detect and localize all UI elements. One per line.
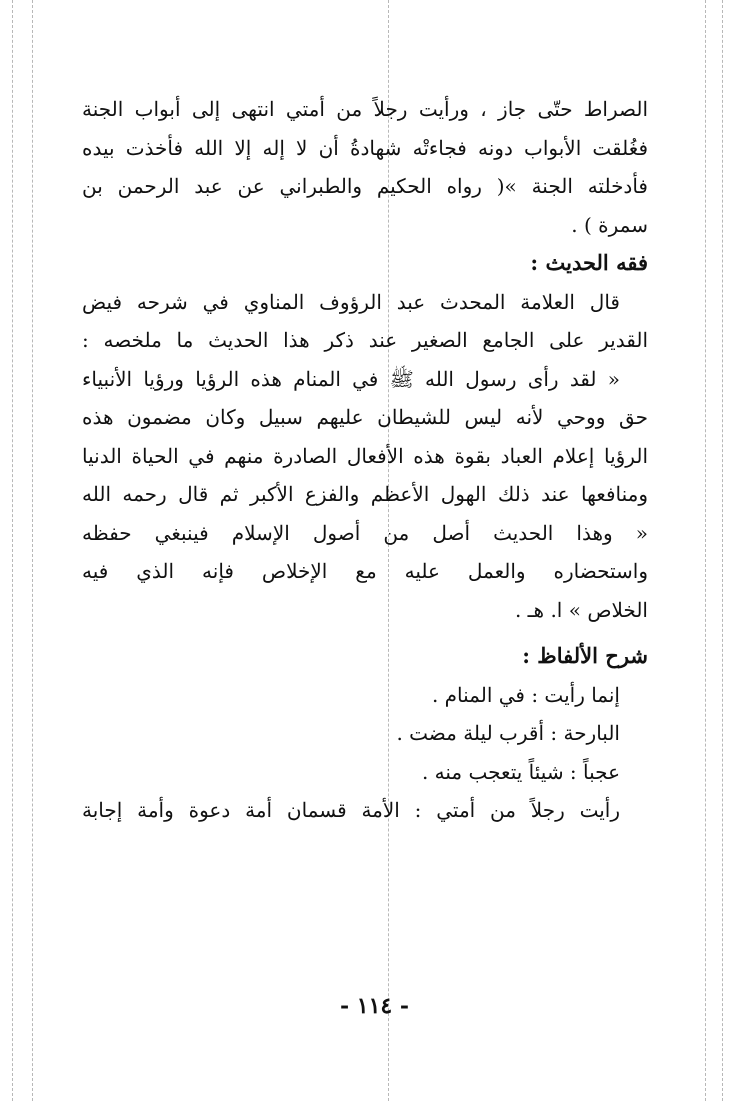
glossary-list bbox=[82, 676, 648, 830]
text-line: الرؤيا إعلام العباد بقوة هذه الأفعال الصادرة منهم في الحياة الدنيا bbox=[82, 443, 648, 468]
glossary-item: إنما رأيت : في المنام . bbox=[431, 682, 620, 707]
dotted-guide-line bbox=[32, 0, 33, 1101]
glossary-item: رأيت رجلاً من أمتي : الأمة قسمان أمة دعوة وأمة إجابة bbox=[82, 798, 620, 822]
glossary-item: عجباً : شيئاً يتعجب منه . bbox=[421, 759, 620, 784]
page-number: - ١١٤ - bbox=[339, 993, 410, 1019]
text-line: واستحضاره والعمل عليه مع الإخلاص فإنه الذي فيه bbox=[82, 559, 648, 583]
text-line: الخلاص » ا. هـ . bbox=[514, 597, 648, 622]
text-line: قال العلامة المحدث عبد الرؤوف المناوي في شرحه فيض bbox=[82, 289, 620, 314]
section-heading-sharh: شرح الألفاظ : bbox=[522, 643, 648, 668]
text-line: فأدخلته الجنة »( رواه الحكيم والطبراني عن عبد الرحمن بن bbox=[82, 174, 648, 198]
text-line: « وهذا الحديث أصل من أصول الإسلام فينبغي حفظه bbox=[82, 520, 648, 545]
paragraph-hadith-end bbox=[82, 90, 648, 244]
dotted-guide-line bbox=[722, 0, 723, 1101]
text-line: حق ووحي لأنه ليس للشيطان عليهم سبيل وكان مضمون هذه bbox=[82, 405, 648, 429]
text-line: الصراط حتّى جاز ، ورأيت رجلاً من أمتي انتهى إلى أبواب الجنة bbox=[82, 97, 648, 121]
glossary-item: البارحة : أقرب ليلة مضت . bbox=[396, 721, 620, 745]
section-heading-fiqh: فقه الحديث : bbox=[530, 250, 648, 275]
dotted-guide-line bbox=[705, 0, 706, 1101]
text-line: سمرة ) . bbox=[571, 212, 648, 237]
text-line: « لقد رأى رسول الله ﷺ في المنام هذه الرؤيا ورؤيا الأنبياء bbox=[82, 366, 620, 391]
dotted-guide-line bbox=[12, 0, 13, 1101]
paragraph-commentary bbox=[82, 283, 648, 630]
text-line: ومنافعها عند ذلك الهول الأعظم والفزع الأكبر ثم قال رحمه الله bbox=[82, 482, 648, 506]
page-body bbox=[82, 90, 648, 830]
text-line: فغُلقت الأبواب دونه فجاءتْه شهادةُ أن لا إله إلا الله فأخذت بيده bbox=[82, 135, 648, 160]
text-line: القدير على الجامع الصغير عند ذكر هذا الحديث ما ملخصه : bbox=[82, 328, 648, 352]
